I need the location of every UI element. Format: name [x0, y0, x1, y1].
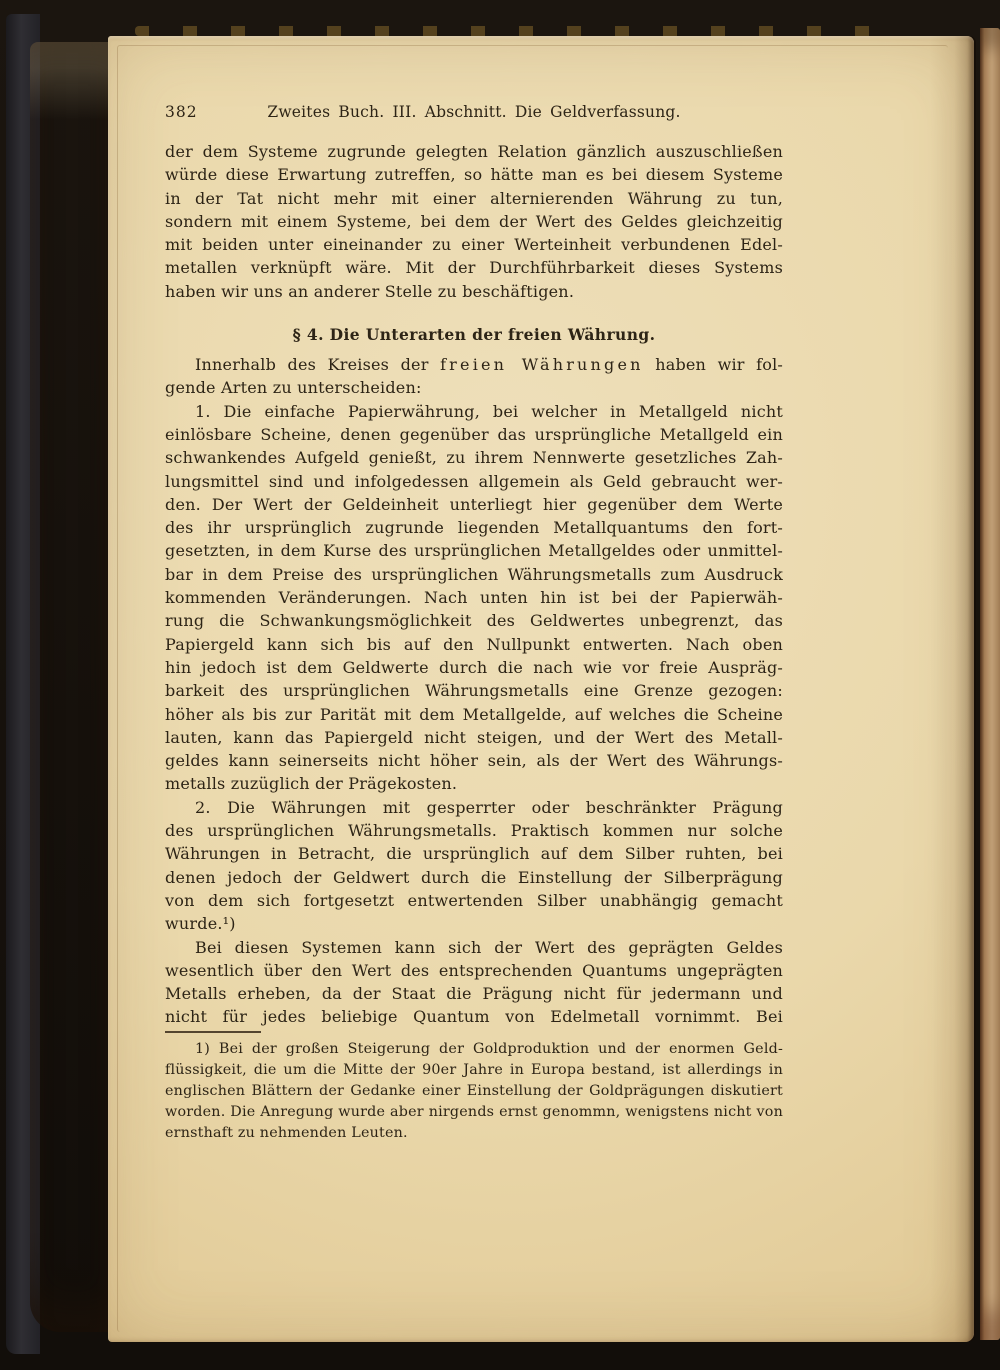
footnote-rule [165, 1031, 261, 1033]
running-header [165, 101, 783, 123]
paragraph [165, 936, 783, 1029]
text-line: metalls zuzüglich der Prägekosten. [165, 774, 458, 794]
running-header-title: Zweites Buch. III. Abschnitt. Die Geldverfassung. [267, 103, 681, 121]
text-line: wurde.¹) [165, 914, 236, 934]
paragraph [165, 353, 783, 400]
text-line: des ihr ursprünglich zugrunde liegenden Metallquantums den fort- [165, 518, 783, 538]
text-line: wesentlich über den Wert des entsprechenden Quantums ungeprägten [165, 960, 783, 980]
text-line: rung die Schwankungsmöglichkeit des Geldwertes unbegrenzt, das [165, 611, 783, 631]
text-line: der dem Systeme zugrunde gelegten Relation gänzlich auszuschließen [165, 142, 783, 161]
paragraph [165, 140, 783, 303]
text-line: gesetzten, in dem Kurse des ursprünglichen Metallgeldes oder unmittel- [165, 541, 783, 561]
text-line: Metalls erheben, da der Staat die Prägung nicht für jedermann und [165, 984, 783, 1004]
paragraph [165, 400, 783, 796]
page-content [165, 140, 783, 1144]
text-line: lauten, kann das Papiergeld nicht steigen, und der Wert des Metall- [165, 727, 783, 747]
text-line: Bei diesen Systemen kann sich der Wert des geprägten Geldes [195, 937, 783, 957]
text-line: denen jedoch der Geldwert durch die Einstellung der Silberprägung [165, 867, 783, 887]
text-line: 1) Bei der großen Steigerung der Goldproduktion und der enormen Geld- [195, 1040, 783, 1057]
text-line: von dem sich fortgesetzt entwertenden Silber unabhängig gemacht [165, 890, 783, 910]
text-line: höher als bis zur Parität mit dem Metallgelde, auf welches die Scheine [165, 704, 783, 724]
text-line: lungsmittel sind und infolgedessen allgemein als Geld gebraucht wer- [165, 471, 783, 491]
text-line: haben wir uns an anderer Stelle zu beschäftigen. [165, 281, 575, 301]
fore-edge-sliver [980, 28, 1000, 1340]
text-line: den. Der Wert der Geldeinheit unterliegt hier gegenüber dem Werte [165, 494, 783, 514]
text-segment: haben wir fol- [643, 355, 784, 375]
text-segment: Innerhalb des Kreises der [195, 355, 441, 375]
text-line: sondern mit einem Systeme, bei dem der Wert des Geldes gleichzeitig [165, 211, 783, 231]
page-stack-edges [30, 42, 114, 1332]
text-line: metallen verknüpft wäre. Mit der Durchführbarkeit dieses Systems [165, 258, 783, 278]
text-line: flüssigkeit, die um die Mitte der 90er Jahre in Europa bestand, ist allerdings in [165, 1061, 783, 1078]
text-line: barkeit des ursprünglichen Währungsmetalls eine Grenze gezogen: [165, 681, 783, 701]
page-text [165, 101, 783, 1144]
text-line: des ursprünglichen Währungsmetalls. Praktisch kommen nur solche [165, 821, 783, 841]
page-number: 382 [165, 103, 198, 121]
section-heading: § 4. Die Unterarten der freien Währung. [292, 325, 656, 345]
text-line: bar in dem Preise des ursprünglichen Währungsmetalls zum Ausdruck [165, 564, 783, 584]
text-line: 1. Die einfache Papierwährung, bei welcher in Metallgeld nicht [195, 401, 783, 421]
text-line: 2. Die Währungen mit gesperrter oder beschränkter Prägung [195, 797, 783, 817]
text-line: Währungen in Betracht, die ursprünglich auf dem Silber ruhten, bei [165, 844, 783, 864]
text-line: kommenden Veränderungen. Nach unten hin ist bei der Papierwäh- [165, 588, 783, 608]
page-crease [930, 36, 974, 1342]
text-line: Papiergeld kann sich bis auf den Nullpunkt entwerten. Nach oben [165, 634, 783, 654]
text-line: in der Tat nicht mehr mit einer alternierenden Währung zu tun, [165, 188, 783, 208]
page-top-gilt-edge [135, 26, 875, 36]
text-line: nicht für jedes beliebige Quantum von Edelmetall vornimmt. Bei [165, 1007, 783, 1027]
text-line: geldes kann seinerseits nicht höher sein, als der Wert des Währungs- [165, 751, 783, 771]
text-line: würde diese Erwartung zutreffen, so hätte man es bei diesem Systeme [165, 165, 783, 185]
text-line: worden. Die Anregung wurde aber nirgends ernst genommn, wenigstens nicht von [165, 1103, 783, 1120]
paragraph [165, 796, 783, 936]
text-line: schwankendes Aufgeld genießt, zu ihrem Nennwerte gesetzliches Zah- [165, 448, 783, 468]
text-line: einlösbare Scheine, denen gegenüber das ursprüngliche Metallgeld ein [165, 424, 783, 444]
footnote [165, 1039, 783, 1144]
emphasized-spaced-text: freien Währungen [440, 355, 644, 375]
text-line: englischen Blättern der Gedanke einer Einstellung der Goldprägungen diskutiert [165, 1082, 783, 1099]
text-line: hin jedoch ist dem Geldwerte durch die nach wie vor freie Auspräg- [165, 657, 783, 677]
text-line: mit beiden unter eineinander zu einer Werteinheit verbundenen Edel- [165, 235, 783, 255]
text-line: gende Arten zu unterscheiden: [165, 378, 422, 398]
text-line [165, 353, 783, 376]
text-line: ernsthaft zu nehmenden Leuten. [165, 1124, 408, 1141]
